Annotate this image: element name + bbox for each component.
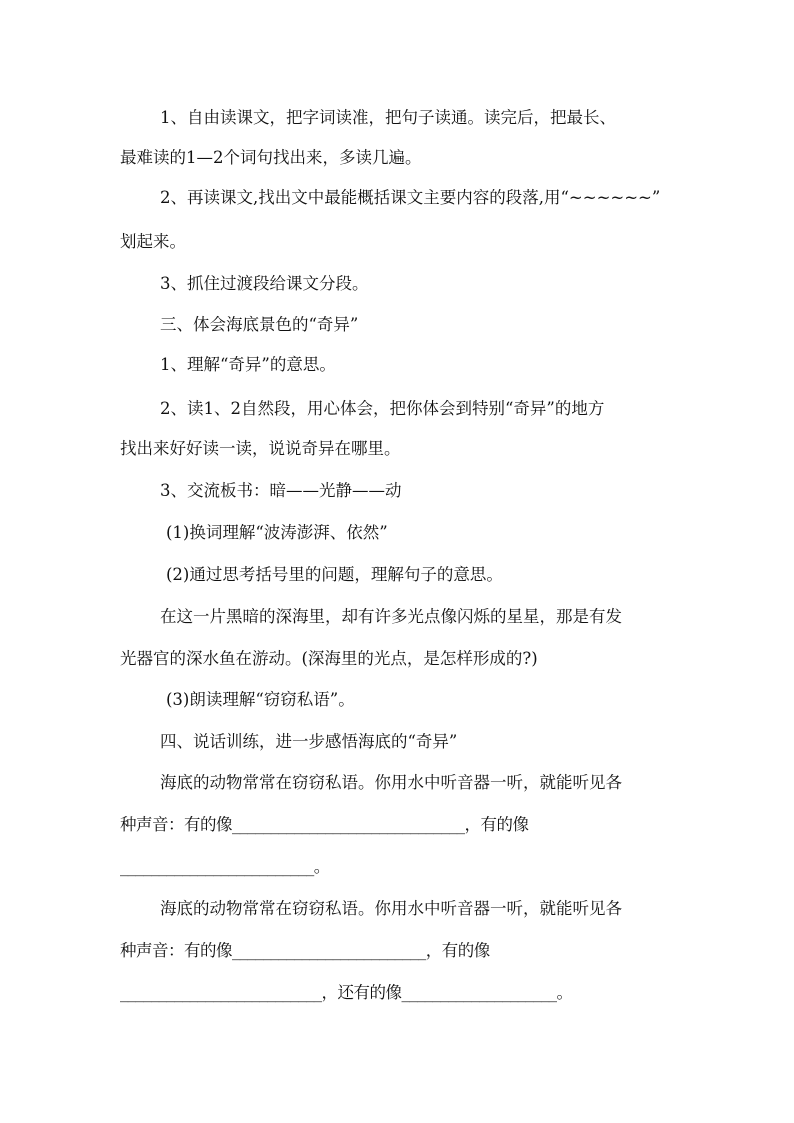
section-heading-3: 三、体会海底景色的“奇异”	[160, 315, 359, 334]
text-line-4: 划起来。	[120, 232, 186, 251]
text-line-14: 光器官的深水鱼在游动。(深海里的光点，是怎样形成的?)	[120, 649, 538, 668]
text-line-7: 1、理解“奇异”的意思。	[160, 355, 336, 374]
text-line-5: 3、抓住过渡段给课文分段。	[160, 274, 369, 293]
text-line-11: (1)换词理解“波涛澎湃、依然”	[166, 523, 388, 542]
text-line-2: 最难读的1—2个词句找出来，多读几遍。	[120, 148, 422, 167]
fill-in-line-4: __________________________，还有的像____________________。	[120, 983, 573, 1002]
text-line-9: 找出来好好读一读，说说奇异在哪里。	[120, 439, 401, 458]
text-line-20: 海底的动物常常在窃窃私语。你用水中听音器一听，就能听见各	[160, 899, 622, 918]
text-line-17: 海底的动物常常在窃窃私语。你用水中听音器一听，就能听见各	[160, 773, 622, 792]
text-line-12: (2)通过思考括号里的问题，理解句子的意思。	[166, 565, 503, 584]
section-heading-4: 四、说话训练，进一步感悟海底的“奇异”	[160, 732, 458, 751]
text-line-3: 2、再读课文,找出文中最能概括课文主要内容的段落,用“~~~~~~”	[160, 188, 661, 207]
text-line-13: 在这一片黑暗的深海里，却有许多光点像闪烁的星星，那是有发	[160, 607, 622, 626]
text-line-15: (3)朗读理解“窃窃私语”。	[166, 690, 355, 709]
fill-in-line-3: 种声音：有的像_________________________，有的像	[120, 941, 490, 960]
text-line-10: 3、交流板书：暗——光静——动	[160, 481, 402, 500]
text-line-8: 2、读1、2自然段，用心体会，把你体会到特别“奇异”的地方	[160, 399, 605, 418]
text-line-1: 1、自由读课文，把字词读准，把句子读通。读完后，把最长、	[160, 108, 616, 127]
fill-in-line-2: _________________________。	[120, 857, 330, 876]
fill-in-line-1: 种声音：有的像______________________________，有的像	[120, 815, 529, 834]
